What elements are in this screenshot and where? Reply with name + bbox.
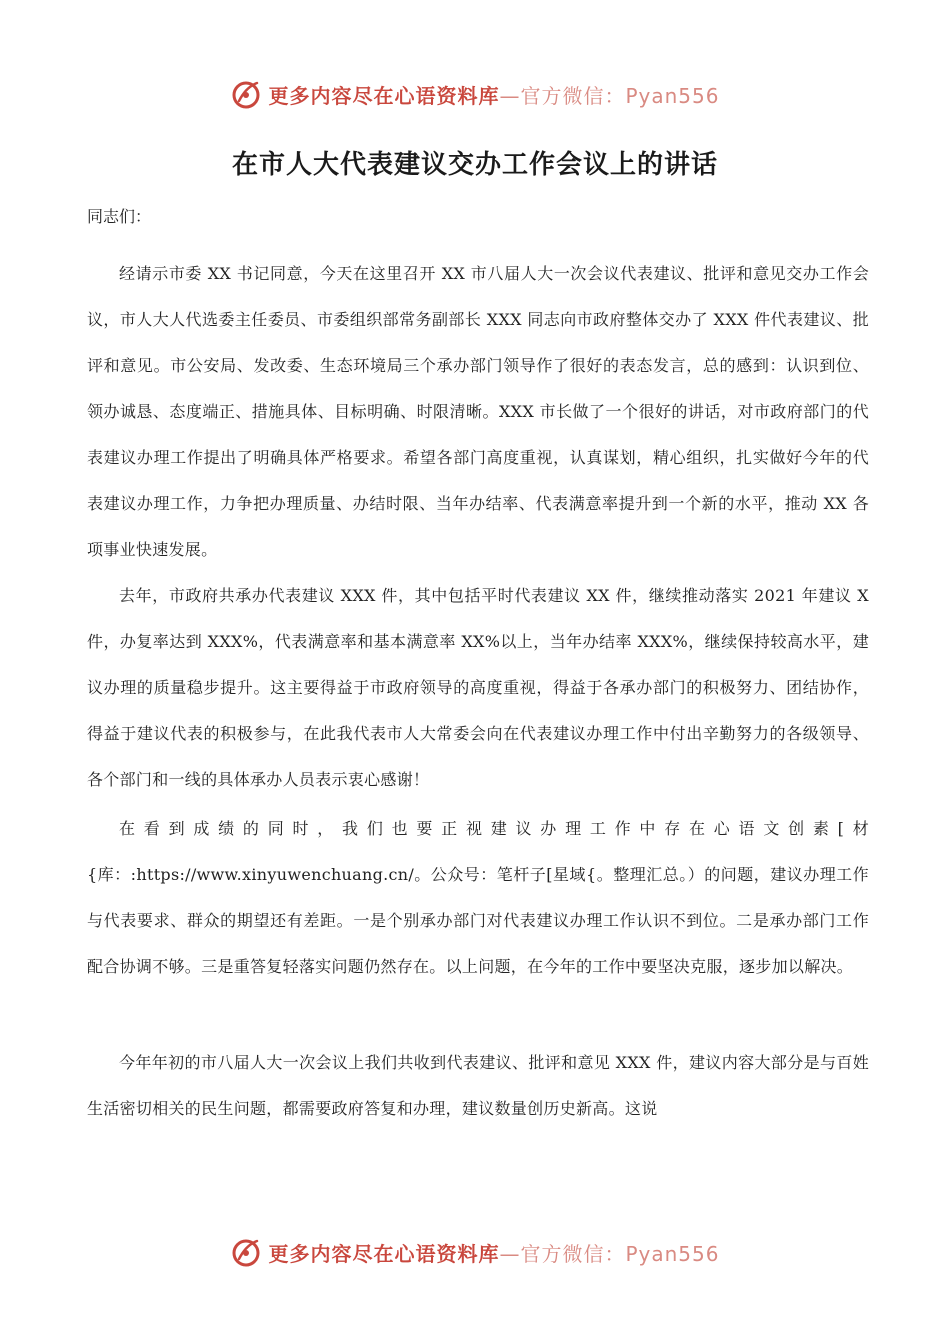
banner-brand: 更多内容尽在心语资料库 [268,1241,500,1266]
paragraph-4: 今年年初的市八届人大一次会议上我们共收到代表建议、批评和意见 XXX 件，建议内容大部分是与百姓生活密切相关的民生问题，都需要政府答复和办理，建议数量创历史新高。这说 [87,1053,869,1118]
brush-logo-icon [230,1235,264,1269]
banner-suffix: —官方微信：Pyan556 [499,1241,720,1266]
greeting: 同志们： [87,207,152,226]
banner-brand: 更多内容尽在心语资料库 [268,83,500,108]
banner-text [268,1238,719,1267]
paragraph-3: 在看到成绩的同时，我们也要正视建议办理工作中存在心语文创素[材{库：:https://www.xinyuwenchuang.cn/。公众号：笔杆子[星域{。整理汇总。）的问题，建议办理工作与代表要求、群众的期望还有差距。一是个别承办部门对代表建议办理工作认识不到位。二是承办部门工作配合协调不够。三是重答复轻落实问题仍然存在。以上问题，在今年的工作中要坚决克服，逐步加以解决。 [87,819,869,976]
header-banner [0,72,950,116]
paragraph-1: 经请示市委 XX 书记同意，今天在这里召开 XX 市八届人大一次会议代表建议、批评和意见交办工作会议，市人大人代选委主任委员、市委组织部常务副部长 XXX 同志向市政府整体交办了 XXX 件代表建议、批评和意见。市公安局、发改委、生态环境局三个承办部门领导作了很好的表态发言，总的感到：认识到位、领办诚恳、态度端正、措施具体、目标明确、时限清晰。XXX 市长做了一个很好的讲话，对市政府部门的代表建议办理工作提出了明确具体严格要求。希望各部门高度重视，认真谋划，精心组织，扎实做好今年的代表建议办理工作，力争把办理质量、办结时限、当年办结率、代表满意率提升到一个新的水平，推动 XX 各项事业快速发展。 [87,264,869,559]
banner-suffix: —官方微信：Pyan556 [499,83,720,108]
paragraph-2: 去年，市政府共承办代表建议 XXX 件，其中包括平时代表建议 XX 件，继续推动落实 2021 年建议 X 件，办复率达到 XXX%，代表满意率和基本满意率 XX%以上，当年办结率 XXX%，继续保持较高水平，建议办理的质量稳步提升。这主要得益于市政府领导的高度重视，得益于各承办部门的积极努力、团结协作，得益于建议代表的积极参与，在此我代表市人大常委会向在代表建议办理工作中付出辛勤努力的各级领导、各个部门和一线的具体承办人员表示衷心感谢！ [87,586,869,789]
document-title: 在市人大代表建议交办工作会议上的讲话 [231,150,718,180]
footer-banner [0,1230,950,1274]
brush-logo-icon [230,77,264,111]
banner-text [268,80,719,109]
